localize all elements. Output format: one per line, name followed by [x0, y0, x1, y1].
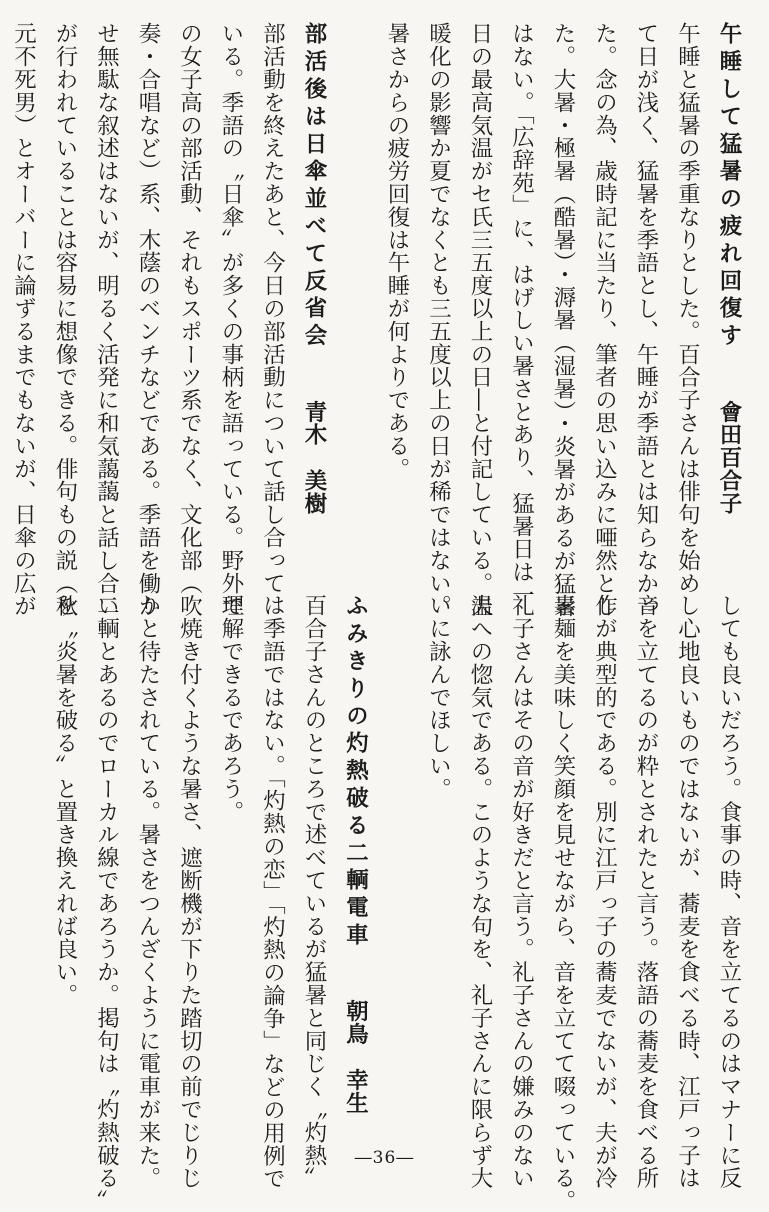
commentary-line: の女子高の部活動、それもスポーツ系でなく、文化部（吹 — [176, 22, 203, 618]
haiku-heading — [0, 594, 2, 1142]
commentary-line: せ無駄な叙述はないが、明るく活発に和気藹藹と話し合い — [93, 22, 120, 618]
commentary-line: た。念の為、歳時記に当たり、筆者の思い込みに唖然とし — [591, 22, 618, 618]
commentary-line: 音を立てるのが粋とされたと言う。落語の蕎麦を食べる所 — [633, 594, 659, 1190]
commentary-line: を〝炎暑を破る〟と置き換えれば良い。 — [52, 594, 78, 1007]
haiku-author: 青木 美樹 — [301, 400, 327, 515]
commentary-line: た。大暑・極暑（酷暑）・溽暑（湿暑）・炎暑があるが猛暑 — [550, 22, 576, 618]
commentary-line: は季語ではない。「灼熱の恋」「灼熱の論争」などの用例で — [259, 594, 286, 1190]
commentary-line: 日の最高気温がセ氏三五度以上の日―と付記している。温 — [467, 22, 493, 618]
commentary-line: 暖化の影響か夏でなくとも三五度以上の日が稀ではない。 — [425, 22, 452, 618]
haiku-heading — [334, 594, 376, 1142]
commentary-line: 焼き付くような暑さ、遮断機が下りた踏切の前でじりじ — [176, 594, 203, 1190]
upper-text-block — [10, 22, 749, 618]
commentary-line: が行われていることは容易に想像できる。俳句もの説（秋 — [52, 22, 78, 618]
haiku-title: 部活後は日傘並べて反省会 — [301, 22, 327, 351]
commentary-line: 百合子さんのところで述べているが猛暑と同じく〝灼熱〟 — [301, 594, 327, 1190]
commentary-line: て日が浅く、猛暑を季語とし、午睡が季語とは知らなかっ — [633, 22, 659, 618]
page-number: ―36― — [354, 1148, 415, 1168]
commentary-line: 元不死男）とオーバーに論ずるまでもないが、日傘の広が — [10, 22, 37, 618]
commentary-line: し心地良いものではないが、蕎麦を食べる時、江戸っ子は — [674, 594, 701, 1190]
column-spacer — [334, 22, 376, 564]
haiku-title: 午睡して猛暑の疲れ回復す — [716, 22, 742, 351]
haiku-heading — [293, 22, 335, 564]
column-spacer — [376, 594, 418, 1142]
commentary-line: いに詠んでほしい。 — [425, 594, 452, 801]
commentary-line: 暑さからの疲労回復は午睡が何よりである。 — [384, 22, 410, 480]
commentary-line: 午睡と猛暑の季重なりとした。百合子さんは俳句を始め — [674, 22, 701, 595]
haiku-author: 會田百合子 — [716, 400, 742, 515]
commentary-line: 部活動を終えたあと、今日の部活動について話し合って — [259, 22, 286, 595]
commentary-line: 素麺を美味しく笑顔を見せながら、音を立てて啜っている。 — [550, 594, 576, 1212]
commentary-line: 奏・合唱など）系、木蔭のベンチなどである。季語を働か — [135, 22, 161, 618]
commentary-line: りと待たされている。暑さをつんざくように電車が来た。 — [135, 594, 161, 1190]
commentary-line: 作が典型的である。別に江戸っ子の蕎麦でないが、夫が冷 — [591, 594, 618, 1190]
haiku-title: ふみきりの灼熱破る二輌電車 — [342, 594, 369, 951]
commentary-line: 理解できるであろう。 — [218, 594, 244, 823]
commentary-line — [0, 22, 2, 564]
commentary-line: 礼子さんはその音が好きだと言う。礼子さんの嫌みのない — [508, 594, 535, 1190]
haiku-heading — [708, 22, 750, 564]
haiku-author: 朝鳥 幸生 — [342, 999, 369, 1114]
commentary-line: 二輌とあるのでローカル線であろうか。掲句は〝灼熱破る〟 — [93, 594, 120, 1212]
commentary-line: 夫への惚気である。このような句を、礼子さんに限らず大 — [467, 594, 493, 1190]
column-spacer — [2, 594, 44, 1142]
commentary-line: しても良いだろう。食事の時、音を立てるのはマナーに反 — [716, 594, 742, 1190]
commentary-line: はない。「広辞苑」に、はげしい暑さとあり、猛暑日は一 — [508, 22, 535, 607]
commentary-line: いる。季語の〝日傘〟が多くの事柄を語っている。野外で — [218, 22, 244, 618]
